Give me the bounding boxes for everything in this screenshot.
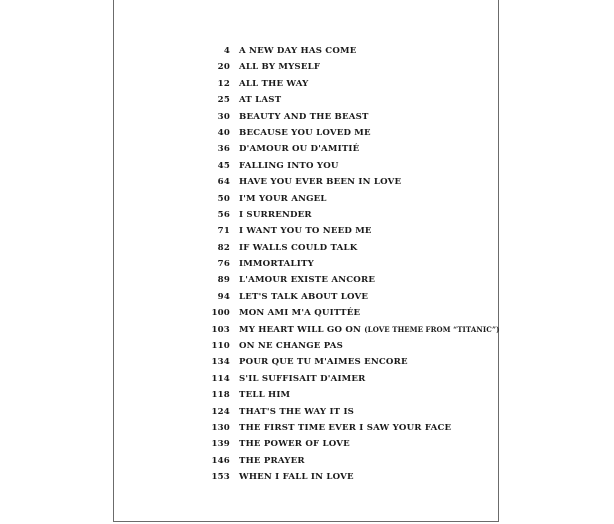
toc-entry xyxy=(200,272,500,288)
toc-page-number: 110 xyxy=(211,341,230,352)
toc-song-title xyxy=(239,191,327,207)
toc-song-title xyxy=(239,322,499,338)
toc-title-text: THE POWER OF LOVE xyxy=(239,439,350,450)
toc-song-title xyxy=(239,420,451,436)
toc-entry xyxy=(200,223,500,239)
toc-page-number: 64 xyxy=(217,177,230,188)
toc-song-title xyxy=(239,289,368,305)
toc-title-text: BECAUSE YOU LOVED ME xyxy=(239,127,371,138)
toc-title-text: MON AMI M'A QUITTÉE xyxy=(239,308,361,319)
toc-title-text: ALL BY MYSELF xyxy=(239,62,321,73)
toc-song-title xyxy=(239,59,320,75)
toc-entry xyxy=(200,76,500,92)
toc-title-text: IF WALLS COULD TALK xyxy=(239,242,358,253)
toc-song-title xyxy=(239,43,357,59)
toc-title-text: BEAUTY AND THE BEAST xyxy=(239,111,369,122)
toc-page-number: 76 xyxy=(217,259,230,270)
toc-title-note: (LOVE THEME FROM “TITANIC”) xyxy=(364,324,500,334)
toc-page-number: 146 xyxy=(211,455,230,466)
toc-page-number: 4 xyxy=(223,46,230,56)
toc-title-text: A NEW DAY HAS COME xyxy=(239,46,357,56)
toc-entry xyxy=(200,240,500,256)
toc-title-text: POUR QUE TU M'AIMES ENCORE xyxy=(239,357,408,368)
toc-entry xyxy=(200,174,500,190)
toc-song-title xyxy=(239,76,308,92)
toc-title-text: WHEN I FALL IN LOVE xyxy=(239,472,354,483)
toc-song-title xyxy=(239,125,371,141)
toc-page-number: 50 xyxy=(217,193,230,204)
table-of-contents xyxy=(200,43,500,486)
toc-page-number: 94 xyxy=(217,291,230,302)
toc-entry xyxy=(200,207,500,223)
toc-page-number: 40 xyxy=(217,127,230,138)
toc-song-title xyxy=(239,223,372,239)
toc-entry xyxy=(200,354,500,370)
toc-entry xyxy=(200,141,500,157)
toc-song-title xyxy=(239,371,365,387)
toc-song-title xyxy=(239,305,360,321)
toc-song-title xyxy=(239,354,408,370)
toc-page-number: 20 xyxy=(217,62,230,73)
toc-song-title xyxy=(239,141,359,157)
toc-entry xyxy=(200,420,500,436)
toc-title-text: ALL THE WAY xyxy=(239,78,309,89)
toc-entry xyxy=(200,158,500,174)
toc-entry xyxy=(200,109,500,125)
toc-page-number: 12 xyxy=(217,78,230,89)
toc-page-number: 139 xyxy=(211,439,230,450)
toc-title-text: I WANT YOU TO NEED ME xyxy=(239,226,372,237)
toc-page-number: 71 xyxy=(217,226,230,237)
toc-entry xyxy=(200,322,500,338)
toc-entry xyxy=(200,436,500,452)
toc-title-text: L'AMOUR EXISTE ANCORE xyxy=(239,275,376,286)
toc-page-number: 134 xyxy=(211,357,230,368)
toc-song-title xyxy=(239,436,350,452)
toc-song-title xyxy=(239,272,375,288)
toc-page-number: 82 xyxy=(217,242,230,253)
toc-entry xyxy=(200,256,500,272)
toc-song-title xyxy=(239,240,357,256)
toc-title-text: THE PRAYER xyxy=(239,455,305,466)
toc-page-number: 89 xyxy=(217,275,230,286)
toc-song-title xyxy=(239,453,305,469)
toc-title-text: LET'S TALK ABOUT LOVE xyxy=(239,291,369,302)
toc-title-text: THE FIRST TIME EVER I SAW YOUR FACE xyxy=(239,422,452,433)
toc-page-number: 100 xyxy=(211,308,230,319)
toc-title-text: MY HEART WILL GO ON xyxy=(239,324,362,335)
toc-title-text: IMMORTALITY xyxy=(239,259,314,270)
toc-entry xyxy=(200,305,500,321)
toc-page-number: 103 xyxy=(211,324,230,335)
toc-page-number: 25 xyxy=(217,95,230,106)
toc-entry xyxy=(200,59,500,75)
toc-entry xyxy=(200,289,500,305)
toc-entry xyxy=(200,338,500,354)
toc-entry xyxy=(200,371,500,387)
toc-entry xyxy=(200,469,500,485)
toc-song-title xyxy=(239,109,369,125)
toc-song-title xyxy=(239,469,354,485)
toc-title-text: I SURRENDER xyxy=(239,209,312,220)
toc-page-number: 130 xyxy=(211,422,230,433)
toc-song-title xyxy=(239,338,343,354)
toc-page-number: 153 xyxy=(211,472,230,483)
toc-page-number: 45 xyxy=(217,160,230,171)
toc-entry xyxy=(200,453,500,469)
toc-title-text: TELL HIM xyxy=(239,390,291,401)
toc-page-number: 124 xyxy=(211,406,230,417)
toc-song-title xyxy=(239,174,401,190)
toc-page-number: 118 xyxy=(211,390,230,401)
toc-title-text: HAVE YOU EVER BEEN IN LOVE xyxy=(239,177,402,188)
toc-entry xyxy=(200,387,500,403)
toc-entry xyxy=(200,92,500,108)
toc-page-number: 30 xyxy=(217,111,230,122)
toc-song-title xyxy=(239,158,339,174)
toc-page-number: 56 xyxy=(217,209,230,220)
toc-title-text: AT LAST xyxy=(239,95,282,106)
toc-title-text: I'M YOUR ANGEL xyxy=(239,193,327,204)
toc-song-title xyxy=(239,256,314,272)
toc-page-number: 36 xyxy=(217,144,230,155)
toc-entry xyxy=(200,43,500,59)
toc-song-title xyxy=(239,92,281,108)
toc-title-text: S'IL SUFFISAIT D'AIMER xyxy=(239,373,366,384)
toc-title-text: FALLING INTO YOU xyxy=(239,160,339,171)
toc-song-title xyxy=(239,404,354,420)
toc-entry xyxy=(200,125,500,141)
toc-title-text: ON NE CHANGE PAS xyxy=(239,341,344,352)
toc-song-title xyxy=(239,207,312,223)
toc-title-text: D'AMOUR OU D'AMITIÉ xyxy=(239,144,360,155)
toc-entry xyxy=(200,191,500,207)
toc-song-title xyxy=(239,387,290,403)
toc-title-text: THAT'S THE WAY IT IS xyxy=(239,406,355,417)
toc-entry xyxy=(200,404,500,420)
toc-page-number: 114 xyxy=(211,373,230,384)
